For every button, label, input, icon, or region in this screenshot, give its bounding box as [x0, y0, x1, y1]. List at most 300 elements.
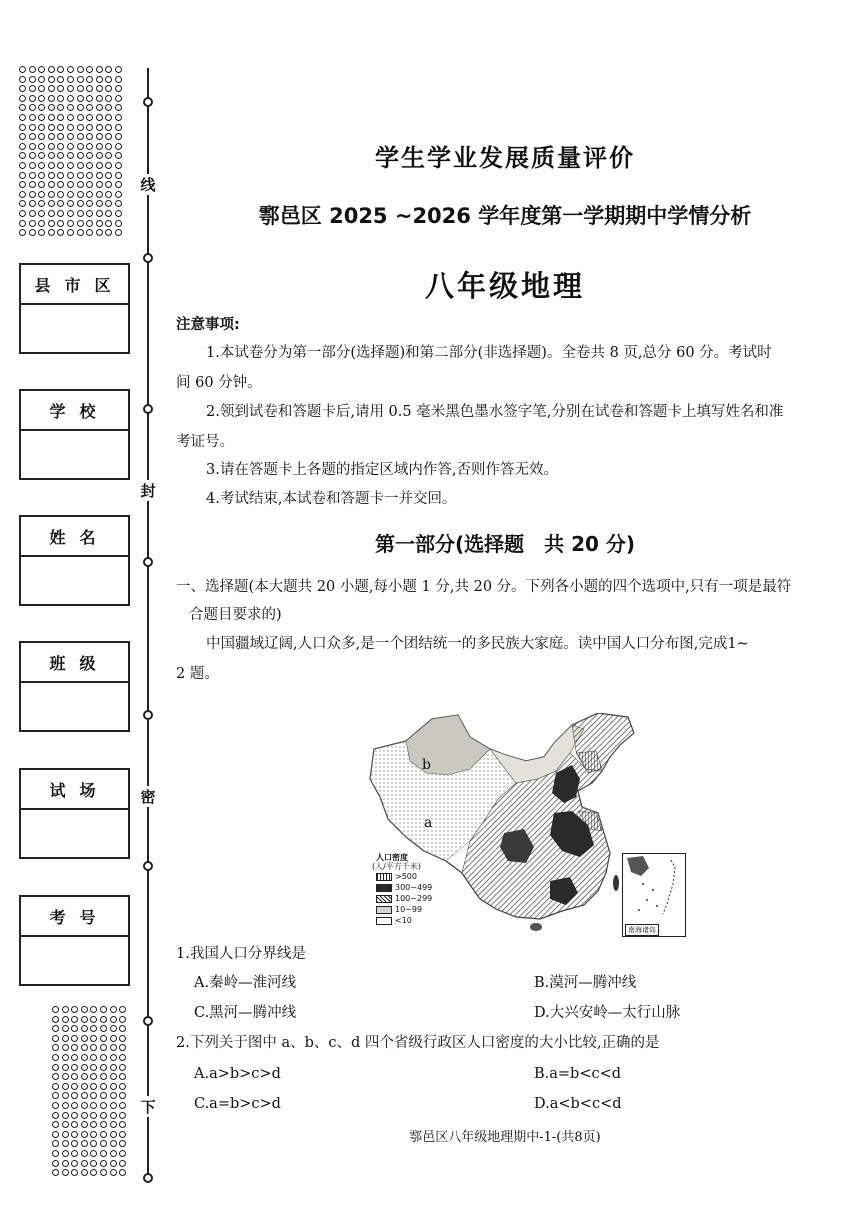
fill-dot	[57, 133, 64, 140]
fill-dot	[77, 191, 84, 198]
fill-dot	[19, 152, 26, 159]
fill-dot	[48, 124, 55, 131]
fill-dot	[48, 191, 55, 198]
fill-dot	[19, 124, 26, 131]
fill-dot	[29, 85, 36, 92]
fill-dot	[90, 1064, 97, 1071]
fill-dot	[115, 124, 122, 131]
legend-item	[376, 894, 432, 903]
fill-dot	[96, 95, 103, 102]
fill-dot	[77, 152, 84, 159]
fill-dot	[71, 1064, 78, 1071]
fill-dot	[100, 1150, 107, 1157]
fill-dot	[100, 1140, 107, 1147]
field-label: 考号	[21, 897, 128, 937]
fill-dot	[57, 162, 64, 169]
fill-dot	[100, 1083, 107, 1090]
fill-dot	[100, 1092, 107, 1099]
fill-dot	[52, 1092, 59, 1099]
fill-dot	[57, 143, 64, 150]
fill-dot	[19, 95, 26, 102]
fill-dot	[57, 66, 64, 73]
fill-dot	[38, 229, 45, 236]
fill-dot	[71, 1112, 78, 1119]
fill-dot	[81, 1064, 88, 1071]
field-label: 班级	[21, 643, 128, 683]
legend-subtitle: (人/平方千米)	[372, 862, 421, 871]
subject-title: 八年级地理	[424, 269, 585, 303]
fill-dot	[96, 172, 103, 179]
fill-dot	[48, 143, 55, 150]
fill-dot	[115, 210, 122, 217]
inset-label: 南海诸岛	[625, 924, 659, 936]
fill-dot	[86, 229, 93, 236]
fill-dot	[100, 1102, 107, 1109]
legend-label: 100~299	[395, 894, 433, 903]
legend-title: 人口密度	[376, 853, 408, 862]
fill-dot	[115, 104, 122, 111]
fill-dot	[105, 143, 112, 150]
fill-dot	[71, 1150, 78, 1157]
answer-dot-grid-top	[19, 66, 125, 239]
taiwan-island	[613, 875, 619, 891]
fill-dot	[67, 191, 74, 198]
hainan-island	[530, 923, 542, 931]
fill-dot	[110, 1169, 117, 1176]
question-option[interactable]: D.大兴安岭—太行山脉	[534, 1005, 681, 1021]
fill-dot	[90, 1121, 97, 1128]
fill-dot	[67, 229, 74, 236]
fill-dot	[67, 85, 74, 92]
fill-dot	[77, 200, 84, 207]
fill-dot	[48, 95, 55, 102]
fill-dot	[90, 1035, 97, 1042]
fill-dot	[105, 133, 112, 140]
fill-dot	[96, 114, 103, 121]
fill-dot	[48, 114, 55, 121]
seal-word: 线	[140, 176, 156, 194]
fill-dot	[96, 124, 103, 131]
fill-dot	[77, 220, 84, 227]
binding-hole	[143, 710, 153, 720]
fill-dot	[110, 1092, 117, 1099]
fill-dot	[48, 162, 55, 169]
fill-dot	[81, 1025, 88, 1032]
fill-dot	[29, 229, 36, 236]
field-class[interactable]	[19, 641, 130, 732]
fill-dot	[52, 1073, 59, 1080]
south-sea-inset	[622, 853, 686, 937]
fill-dot	[90, 1073, 97, 1080]
binding-hole	[143, 1173, 153, 1183]
field-label: 姓名	[21, 517, 128, 557]
question-option[interactable]: C.a=b>c>d	[194, 1096, 281, 1112]
fill-dot	[71, 1016, 78, 1023]
note-line: 考证号。	[176, 434, 234, 450]
fill-dot	[52, 1054, 59, 1061]
binding-hole	[143, 97, 153, 107]
fill-dot	[119, 1092, 126, 1099]
fill-dot	[57, 124, 64, 131]
passage: 中国疆域辽阔,人口众多,是一个团结统一的多民族大家庭。读中国人口分布图,完成1~	[206, 636, 749, 652]
binding-hole	[143, 1016, 153, 1026]
fill-dot	[29, 133, 36, 140]
fill-dot	[110, 1073, 117, 1080]
fill-dot	[77, 162, 84, 169]
fill-dot	[19, 229, 26, 236]
page-footer: 鄠邑区八年级地理期中-1-(共8页)	[409, 1130, 601, 1145]
fill-dot	[96, 85, 103, 92]
fill-dot	[110, 1064, 117, 1071]
field-exam-number[interactable]	[19, 895, 130, 986]
fill-dot	[57, 95, 64, 102]
fill-dot	[86, 210, 93, 217]
fill-dot	[52, 1160, 59, 1167]
fill-dot	[29, 200, 36, 207]
fill-dot	[90, 1044, 97, 1051]
fill-dot	[90, 1150, 97, 1157]
fill-dot	[100, 1054, 107, 1061]
fill-dot	[81, 1121, 88, 1128]
field-name[interactable]	[19, 515, 130, 606]
fill-dot	[48, 133, 55, 140]
fill-dot	[119, 1006, 126, 1013]
fill-dot	[19, 210, 26, 217]
fill-dot	[71, 1073, 78, 1080]
fill-dot	[38, 210, 45, 217]
fill-dot	[90, 1102, 97, 1109]
fill-dot	[105, 76, 112, 83]
fill-dot	[62, 1169, 69, 1176]
fill-dot	[67, 220, 74, 227]
fill-dot	[100, 1131, 107, 1138]
fill-dot	[67, 95, 74, 102]
fill-dot	[19, 191, 26, 198]
field-exam-room[interactable]	[19, 768, 130, 859]
fill-dot	[38, 104, 45, 111]
fill-dot	[29, 191, 36, 198]
fill-dot	[90, 1025, 97, 1032]
fill-dot	[52, 1025, 59, 1032]
fill-dot	[81, 1131, 88, 1138]
fill-dot	[110, 1025, 117, 1032]
fill-dot	[29, 76, 36, 83]
fill-dot	[119, 1044, 126, 1051]
question-stem: 1.我国人口分界线是	[176, 946, 306, 962]
fill-dot	[29, 181, 36, 188]
fill-dot	[77, 95, 84, 102]
fill-dot	[38, 200, 45, 207]
fill-dot	[81, 1092, 88, 1099]
fill-dot	[100, 1016, 107, 1023]
fill-dot	[100, 1064, 107, 1071]
fill-dot	[115, 66, 122, 73]
fill-dot	[62, 1083, 69, 1090]
fill-dot	[38, 114, 45, 121]
question-option[interactable]: A.a>b>c>d	[194, 1066, 281, 1082]
fill-dot	[110, 1160, 117, 1167]
question-option[interactable]: B.漠河—腾冲线	[534, 975, 637, 991]
fill-dot	[38, 95, 45, 102]
question-option[interactable]: B.a=b<c<d	[534, 1066, 622, 1082]
fill-dot	[86, 181, 93, 188]
legend-swatch	[376, 884, 392, 892]
binding-line	[147, 68, 149, 1180]
section-instructions: 一、选择题(本大题共 20 小题,每小题 1 分,共 20 分。下列各小题的四个选项中,只有一项是最符	[176, 579, 792, 595]
fill-dot	[81, 1073, 88, 1080]
fill-dot	[38, 76, 45, 83]
fill-dot	[86, 114, 93, 121]
legend-item	[376, 872, 417, 881]
fill-dot	[119, 1121, 126, 1128]
fill-dot	[110, 1054, 117, 1061]
field-school[interactable]	[19, 389, 130, 480]
fill-dot	[110, 1016, 117, 1023]
fill-dot	[81, 1035, 88, 1042]
fill-dot	[52, 1016, 59, 1023]
fill-dot	[119, 1064, 126, 1071]
fill-dot	[77, 85, 84, 92]
fill-dot	[100, 1169, 107, 1176]
fill-dot	[19, 85, 26, 92]
fill-dot	[100, 1112, 107, 1119]
fill-dot	[77, 210, 84, 217]
fill-dot	[105, 114, 112, 121]
fill-dot	[67, 210, 74, 217]
note-line: 4.考试结束,本试卷和答题卡一并交回。	[206, 491, 457, 507]
seal-word: 封	[140, 482, 156, 500]
fill-dot	[67, 172, 74, 179]
fill-dot	[96, 181, 103, 188]
fill-dot	[57, 76, 64, 83]
fill-dot	[29, 220, 36, 227]
fill-dot	[57, 200, 64, 207]
section-instructions-cont: 合题目要求的)	[189, 607, 282, 623]
fill-dot	[81, 1006, 88, 1013]
fill-dot	[119, 1073, 126, 1080]
fill-dot	[67, 76, 74, 83]
fill-dot	[48, 76, 55, 83]
notes-heading: 注意事项:	[176, 317, 240, 333]
fill-dot	[71, 1044, 78, 1051]
field-label: 县市区	[21, 265, 128, 305]
fill-dot	[29, 104, 36, 111]
fill-dot	[115, 143, 122, 150]
fill-dot	[100, 1073, 107, 1080]
legend-item	[376, 916, 412, 925]
fill-dot	[81, 1160, 88, 1167]
note-line: 1.本试卷分为第一部分(选择题)和第二部分(非选择题)。全卷共 8 页,总分 60 分。考试时	[206, 345, 772, 361]
legend-swatch	[376, 873, 392, 881]
fill-dot	[52, 1112, 59, 1119]
fill-dot	[105, 200, 112, 207]
question-option[interactable]: A.秦岭—淮河线	[194, 975, 297, 991]
fill-dot	[77, 104, 84, 111]
fill-dot	[81, 1102, 88, 1109]
fill-dot	[96, 162, 103, 169]
fill-dot	[38, 133, 45, 140]
fill-dot	[115, 191, 122, 198]
fill-dot	[71, 1160, 78, 1167]
fill-dot	[110, 1083, 117, 1090]
fill-dot	[77, 76, 84, 83]
fill-dot	[86, 200, 93, 207]
fill-dot	[52, 1083, 59, 1090]
fill-dot	[57, 220, 64, 227]
legend-item	[376, 905, 422, 914]
fill-dot	[71, 1169, 78, 1176]
fill-dot	[90, 1092, 97, 1099]
fill-dot	[62, 1044, 69, 1051]
field-label: 学校	[21, 391, 128, 431]
fill-dot	[119, 1016, 126, 1023]
fill-dot	[71, 1025, 78, 1032]
question-option[interactable]: D.a<b<c<d	[534, 1096, 622, 1112]
fill-dot	[105, 124, 112, 131]
fill-dot	[67, 66, 74, 73]
fill-dot	[81, 1083, 88, 1090]
fill-dot	[86, 191, 93, 198]
fill-dot	[105, 162, 112, 169]
fill-dot	[105, 220, 112, 227]
fill-dot	[38, 85, 45, 92]
question-option[interactable]: C.黑河—腾冲线	[194, 1005, 297, 1021]
fill-dot	[38, 191, 45, 198]
seal-word: 下	[140, 1098, 156, 1116]
fill-dot	[71, 1006, 78, 1013]
fill-dot	[90, 1016, 97, 1023]
fill-dot	[62, 1140, 69, 1147]
fill-dot	[81, 1150, 88, 1157]
fill-dot	[52, 1035, 59, 1042]
legend-label: 300~499	[395, 883, 433, 892]
fill-dot	[115, 133, 122, 140]
fill-dot	[48, 85, 55, 92]
field-label: 试场	[21, 770, 128, 810]
fill-dot	[62, 1150, 69, 1157]
fill-dot	[81, 1054, 88, 1061]
fill-dot	[115, 220, 122, 227]
fill-dot	[105, 229, 112, 236]
fill-dot	[86, 104, 93, 111]
legend-label: >500	[395, 872, 417, 881]
field-county[interactable]	[19, 263, 130, 354]
population-density-map	[366, 713, 688, 935]
legend-swatch	[376, 917, 392, 925]
fill-dot	[119, 1160, 126, 1167]
fill-dot	[115, 229, 122, 236]
fill-dot	[90, 1083, 97, 1090]
fill-dot	[52, 1131, 59, 1138]
fill-dot	[67, 152, 74, 159]
fill-dot	[81, 1016, 88, 1023]
fill-dot	[119, 1025, 126, 1032]
fill-dot	[90, 1054, 97, 1061]
fill-dot	[29, 210, 36, 217]
fill-dot	[71, 1092, 78, 1099]
fill-dot	[57, 181, 64, 188]
fill-dot	[19, 172, 26, 179]
fill-dot	[115, 152, 122, 159]
fill-dot	[77, 133, 84, 140]
fill-dot	[29, 152, 36, 159]
fill-dot	[119, 1035, 126, 1042]
fill-dot	[62, 1064, 69, 1071]
fill-dot	[57, 191, 64, 198]
fill-dot	[71, 1102, 78, 1109]
fill-dot	[62, 1035, 69, 1042]
legend-label: <10	[395, 916, 412, 925]
fill-dot	[115, 95, 122, 102]
fill-dot	[19, 66, 26, 73]
fill-dot	[110, 1112, 117, 1119]
fill-dot	[110, 1140, 117, 1147]
fill-dot	[81, 1169, 88, 1176]
map-label-b: b	[422, 757, 431, 773]
fill-dot	[52, 1140, 59, 1147]
fill-dot	[52, 1102, 59, 1109]
fill-dot	[96, 76, 103, 83]
fill-dot	[100, 1006, 107, 1013]
fill-dot	[119, 1169, 126, 1176]
fill-dot	[115, 172, 122, 179]
fill-dot	[38, 143, 45, 150]
fill-dot	[100, 1035, 107, 1042]
fill-dot	[48, 152, 55, 159]
question-stem: 2.下列关于图中 a、b、c、d 四个省级行政区人口密度的大小比较,正确的是	[176, 1035, 660, 1051]
fill-dot	[38, 66, 45, 73]
fill-dot	[29, 162, 36, 169]
fill-dot	[86, 143, 93, 150]
fill-dot	[86, 124, 93, 131]
fill-dot	[90, 1131, 97, 1138]
binding-hole	[143, 557, 153, 567]
fill-dot	[86, 172, 93, 179]
fill-dot	[38, 152, 45, 159]
fill-dot	[67, 114, 74, 121]
fill-dot	[67, 200, 74, 207]
fill-dot	[96, 104, 103, 111]
legend-swatch	[376, 895, 392, 903]
fill-dot	[86, 66, 93, 73]
fill-dot	[90, 1006, 97, 1013]
fill-dot	[62, 1092, 69, 1099]
fill-dot	[110, 1102, 117, 1109]
fill-dot	[96, 66, 103, 73]
fill-dot	[115, 76, 122, 83]
fill-dot	[29, 143, 36, 150]
fill-dot	[86, 76, 93, 83]
fill-dot	[119, 1083, 126, 1090]
fill-dot	[110, 1131, 117, 1138]
fill-dot	[105, 95, 112, 102]
fill-dot	[119, 1112, 126, 1119]
fill-dot	[110, 1121, 117, 1128]
legend-item	[376, 883, 432, 892]
fill-dot	[57, 104, 64, 111]
fill-dot	[62, 1006, 69, 1013]
fill-dot	[29, 114, 36, 121]
fill-dot	[71, 1054, 78, 1061]
fill-dot	[100, 1160, 107, 1167]
fill-dot	[62, 1054, 69, 1061]
fill-dot	[77, 172, 84, 179]
fill-dot	[96, 200, 103, 207]
inset-map-svg	[623, 854, 685, 924]
fill-dot	[105, 152, 112, 159]
legend-label: 10~99	[395, 905, 423, 914]
fill-dot	[71, 1121, 78, 1128]
